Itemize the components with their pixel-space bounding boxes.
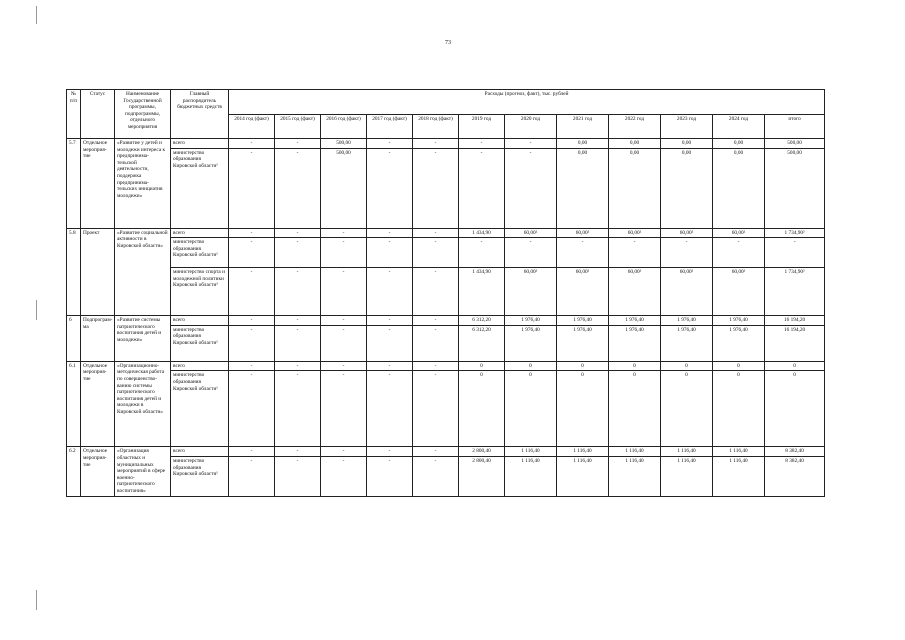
cell-value: 500,00: [765, 148, 825, 228]
cell-value: 1 116,40: [557, 447, 609, 457]
cell-value: -: [321, 325, 367, 361]
cell-value: -: [275, 268, 321, 316]
cell-value: -: [321, 228, 367, 238]
header-manager: Главный распорядитель бюджетных средств: [171, 90, 229, 139]
cell-name: «Организационно-методическая работа по совершенство-ванию системы патриотического воспитания детей и молодежи в Кировской области»: [115, 361, 171, 447]
header-year: итого: [765, 114, 825, 139]
cell-value: 0: [661, 371, 713, 447]
cell-value: -: [229, 139, 275, 149]
cell-value: -: [229, 238, 275, 268]
cell-value: -: [413, 316, 459, 326]
cell-value: 0: [459, 361, 505, 371]
cell-value: 500,00: [321, 139, 367, 149]
cell-value: 60,00²: [661, 228, 713, 238]
cell-value: 1 976,40: [609, 325, 661, 361]
cell-value: -: [275, 148, 321, 228]
cell-value: 0: [713, 361, 765, 371]
cell-value: -: [367, 447, 413, 457]
header-year: 2017 год (факт): [367, 114, 413, 139]
cell-status: Отдельное мероприя-тие: [81, 361, 115, 447]
cell-value: 1 976,40: [505, 316, 557, 326]
cell-value: 1 976,40: [505, 325, 557, 361]
cell-value: -: [229, 361, 275, 371]
cell-value: 1 116,40: [661, 447, 713, 457]
cell-value: 2 800,40: [459, 447, 505, 457]
cell-value: 1 434,90: [459, 228, 505, 238]
cell-value: -: [413, 361, 459, 371]
cell-value: 0: [557, 361, 609, 371]
cell-value: -: [367, 139, 413, 149]
cell-no: 6: [67, 316, 81, 362]
cell-value: -: [713, 238, 765, 268]
cell-value: -: [321, 371, 367, 447]
cell-value: 0,00: [661, 148, 713, 228]
cell-manager: министерство образования Кировской области¹: [171, 238, 229, 268]
cell-no: 5.8: [67, 228, 81, 316]
header-year: 2016 год (факт): [321, 114, 367, 139]
cell-value: -: [413, 371, 459, 447]
cell-value: -: [229, 228, 275, 238]
cell-manager: всего: [171, 139, 229, 149]
cell-manager: всего: [171, 316, 229, 326]
cell-value: 1 116,40: [505, 456, 557, 496]
cell-value: 1 116,40: [713, 447, 765, 457]
cell-value: -: [275, 238, 321, 268]
cell-value: -: [275, 447, 321, 457]
cell-manager: министерство спорта и молодежной политики Кировской области³: [171, 268, 229, 316]
cell-value: 1 734,90²: [765, 228, 825, 238]
cell-value: 500,00: [321, 148, 367, 228]
cell-value: 60,00²: [661, 268, 713, 316]
cell-value: 60,00²: [505, 228, 557, 238]
cell-value: -: [275, 139, 321, 149]
cell-value: -: [321, 456, 367, 496]
cell-value: 0,00: [713, 139, 765, 149]
cell-value: -: [367, 361, 413, 371]
cell-value: -: [229, 148, 275, 228]
table-row: [67, 139, 825, 149]
cell-name: «Развитие социальной активности в Кировской области»: [115, 228, 171, 316]
header-year: 2023 год: [661, 114, 713, 139]
cell-name: «Развитие системы патриотического воспитания детей и молодежи»: [115, 316, 171, 362]
cell-value: 16 194,20: [765, 316, 825, 326]
cell-value: -: [413, 228, 459, 238]
cell-value: 0,00: [713, 148, 765, 228]
cell-name: «Организация областных и муниципальных мероприятий в сфере военно-патриотического воспитания»: [115, 447, 171, 497]
cell-value: 0: [609, 361, 661, 371]
header-row-top: [67, 90, 825, 115]
cell-value: -: [275, 361, 321, 371]
table-row: [67, 361, 825, 371]
cell-value: 2 800,40: [459, 456, 505, 496]
cell-value: -: [505, 148, 557, 228]
header-no: № п/п: [67, 90, 81, 139]
cell-value: -: [275, 228, 321, 238]
cell-status: Подпрограм-ма: [81, 316, 115, 362]
cell-value: -: [229, 371, 275, 447]
cell-value: 8 382,40: [765, 456, 825, 496]
table-row: [67, 228, 825, 238]
cell-value: 1 116,40: [505, 447, 557, 457]
cell-manager: всего: [171, 361, 229, 371]
cell-value: 1 734,90²: [765, 268, 825, 316]
cell-value: 1 976,40: [713, 325, 765, 361]
cell-value: -: [275, 316, 321, 326]
cell-value: -: [229, 325, 275, 361]
cell-value: 6 312,20: [459, 325, 505, 361]
cell-value: -: [459, 238, 505, 268]
cell-value: -: [609, 238, 661, 268]
cell-name: «Развитие у детей и молодежи интереса к предпринима-тельской деятельности, поддержка предпринима-тельских инициатив молодежи»: [115, 139, 171, 229]
cell-value: 0: [459, 371, 505, 447]
header-year: 2019 год: [459, 114, 505, 139]
header-expenses: Расходы (прогноз, факт), тыс. рублей: [229, 90, 825, 115]
cell-value: -: [413, 456, 459, 496]
cell-value: -: [275, 371, 321, 447]
cell-manager: всего: [171, 447, 229, 457]
cell-value: -: [505, 238, 557, 268]
cell-value: -: [321, 268, 367, 316]
cell-value: -: [413, 139, 459, 149]
scan-artifact: [36, 6, 37, 24]
cell-value: 1 976,40: [661, 316, 713, 326]
cell-value: 60,00²: [505, 268, 557, 316]
cell-value: -: [321, 316, 367, 326]
cell-value: -: [505, 139, 557, 149]
table-row: [67, 456, 825, 496]
cell-value: 1 434,90: [459, 268, 505, 316]
cell-value: 1 116,40: [713, 456, 765, 496]
table-row: [67, 316, 825, 326]
cell-manager: всего: [171, 228, 229, 238]
cell-value: 60,00²: [713, 268, 765, 316]
cell-status: Отдельное мероприя-тие: [81, 139, 115, 229]
table-row: [67, 371, 825, 447]
budget-table-container: [66, 89, 824, 497]
header-name: Наименование Государственной программы, подпрограммы, отдельного мероприятия: [115, 90, 171, 139]
cell-value: 1 116,40: [609, 447, 661, 457]
cell-value: -: [413, 238, 459, 268]
cell-manager: министерство образования Кировской области¹: [171, 325, 229, 361]
table-row: [67, 325, 825, 361]
cell-value: -: [275, 325, 321, 361]
cell-value: 8 382,40: [765, 447, 825, 457]
cell-value: -: [413, 447, 459, 457]
header-year: 2021 год: [557, 114, 609, 139]
cell-value: 0,00: [661, 139, 713, 149]
cell-no: 6.1: [67, 361, 81, 447]
cell-manager: министерство образования Кировской области¹: [171, 371, 229, 447]
cell-status: Отдельное мероприя-тие: [81, 447, 115, 497]
cell-value: 1 116,40: [609, 456, 661, 496]
header-year: 2020 год: [505, 114, 557, 139]
cell-value: -: [229, 268, 275, 316]
cell-value: 1 976,40: [609, 316, 661, 326]
cell-value: -: [367, 325, 413, 361]
cell-value: 60,00²: [609, 268, 661, 316]
cell-value: -: [413, 325, 459, 361]
header-status: Статус: [81, 90, 115, 139]
cell-status: Проект: [81, 228, 115, 316]
cell-value: 1 976,40: [713, 316, 765, 326]
cell-value: 0,00: [609, 139, 661, 149]
cell-value: 0: [609, 371, 661, 447]
header-year: 2014 год (факт): [229, 114, 275, 139]
cell-value: 60,00²: [557, 268, 609, 316]
cell-value: -: [367, 456, 413, 496]
cell-value: -: [367, 228, 413, 238]
cell-value: 1 116,40: [661, 456, 713, 496]
cell-value: -: [367, 268, 413, 316]
cell-value: 6 312,20: [459, 316, 505, 326]
cell-value: 500,00: [765, 139, 825, 149]
cell-value: -: [229, 447, 275, 457]
cell-value: 0,00: [557, 139, 609, 149]
cell-value: 1 976,40: [661, 325, 713, 361]
cell-value: -: [275, 456, 321, 496]
cell-value: -: [661, 238, 713, 268]
cell-value: 0: [661, 361, 713, 371]
cell-value: 1 116,40: [557, 456, 609, 496]
cell-value: -: [367, 238, 413, 268]
cell-value: 16 194,20: [765, 325, 825, 361]
cell-value: -: [459, 139, 505, 149]
cell-value: 0,00: [609, 148, 661, 228]
scan-artifact: [36, 300, 37, 320]
cell-value: 60,00²: [713, 228, 765, 238]
cell-value: -: [321, 361, 367, 371]
cell-value: 0: [765, 371, 825, 447]
cell-value: -: [413, 148, 459, 228]
cell-value: -: [765, 238, 825, 268]
budget-table: [66, 89, 825, 497]
cell-no: 5.7: [67, 139, 81, 229]
cell-value: -: [459, 148, 505, 228]
cell-value: 1 976,40: [557, 316, 609, 326]
cell-value: -: [367, 371, 413, 447]
table-body: [67, 139, 825, 497]
cell-value: 0: [505, 361, 557, 371]
cell-value: 0: [505, 371, 557, 447]
header-year: 2015 год (факт): [275, 114, 321, 139]
header-year: 2022 год: [609, 114, 661, 139]
header-year: 2024 год: [713, 114, 765, 139]
cell-value: -: [557, 238, 609, 268]
cell-value: 1 976,40: [557, 325, 609, 361]
page-number: 73: [445, 40, 451, 46]
cell-value: 0: [713, 371, 765, 447]
table-row: [67, 447, 825, 457]
cell-manager: министерство образования Кировской области¹: [171, 148, 229, 228]
cell-value: 0,00: [557, 148, 609, 228]
table-row: [67, 148, 825, 228]
cell-value: -: [367, 316, 413, 326]
cell-value: -: [413, 268, 459, 316]
cell-value: -: [229, 316, 275, 326]
cell-value: -: [229, 456, 275, 496]
cell-value: 0: [765, 361, 825, 371]
cell-value: 60,00²: [609, 228, 661, 238]
table-row: [67, 268, 825, 316]
cell-value: -: [367, 148, 413, 228]
cell-value: 60,00²: [557, 228, 609, 238]
cell-value: 0: [557, 371, 609, 447]
cell-value: -: [321, 238, 367, 268]
cell-value: -: [321, 447, 367, 457]
cell-no: 6.2: [67, 447, 81, 497]
scan-artifact: [36, 590, 37, 610]
header-year: 2018 год (факт): [413, 114, 459, 139]
table-row: [67, 238, 825, 268]
cell-manager: министерство образования Кировской области¹: [171, 456, 229, 496]
